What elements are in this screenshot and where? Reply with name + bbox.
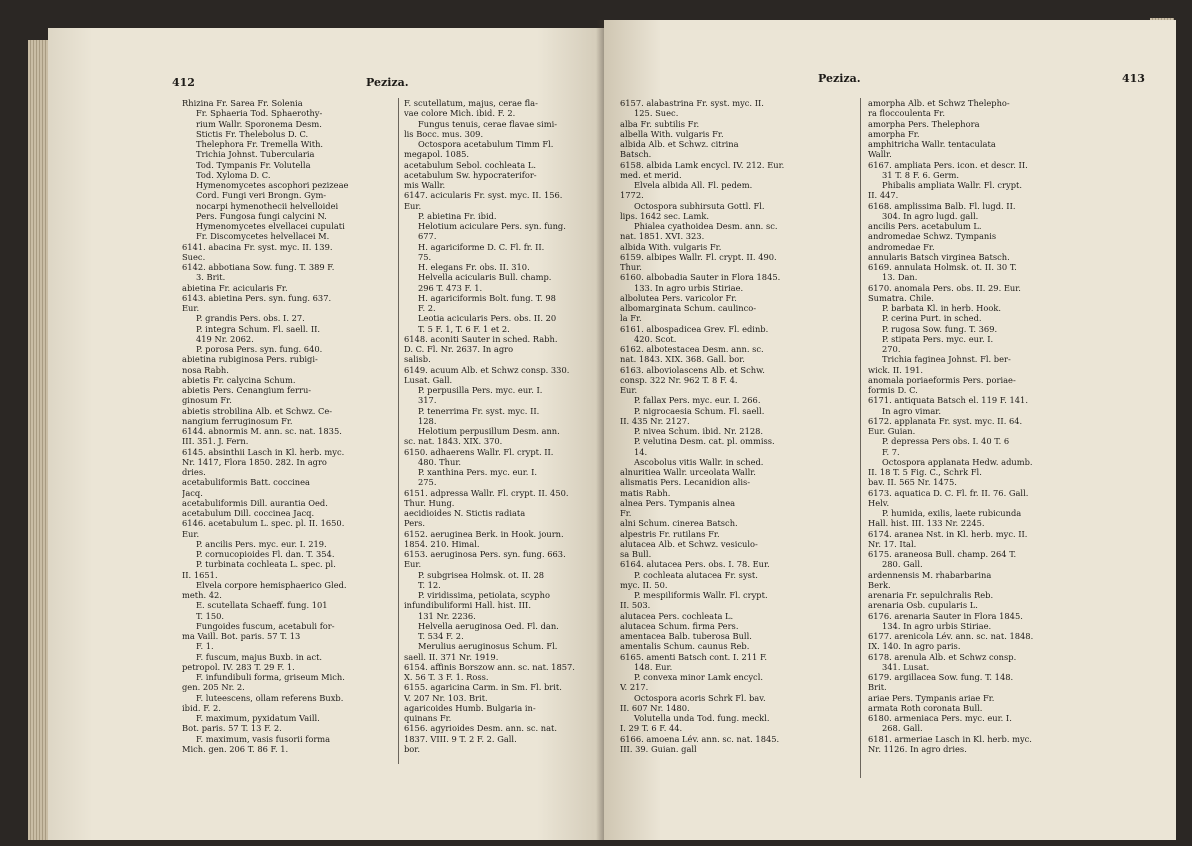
text-line: 317. [418, 395, 437, 406]
text-line: P. depressa Pers obs. I. 40 T. 6 [882, 436, 1010, 447]
text-line: 14. [634, 446, 648, 457]
text-line: 6150. adhaerens Wallr. Fl. crypt. II. [404, 446, 554, 457]
right-page [604, 20, 1176, 840]
text-line: 6145. absinthii Lasch in Kl. herb. myc. [182, 446, 345, 457]
text-line: 6176. arenaria Sauter in Flora 1845. [868, 610, 1023, 621]
text-line: acetabuliformis Dill. aurantia Oed. [182, 497, 328, 508]
text-line: Nr. 1126. In agro dries. [868, 743, 967, 754]
text-line: ra floccoulenta Fr. [868, 108, 945, 119]
text-line: 677. [418, 231, 437, 242]
text-line: 1772. [620, 190, 644, 201]
text-line: P. integra Schum. Fl. saell. II. [196, 323, 321, 334]
text-line: Nr. 1417, Flora 1850. 282. In agro [182, 456, 327, 467]
text-line: H. elegans Fr. obs. II. 310. [418, 262, 530, 272]
text-line: II. 607 Nr. 1480. [620, 702, 690, 713]
text-line: lis Bocc. mus. 309. [404, 128, 484, 139]
text-line: alutacea Schum. firma Pers. [620, 620, 739, 631]
text-line: armata Roth coronata Bull. [868, 702, 983, 713]
text-line: X. 56 T. 3 F. 1. Ross. [404, 672, 489, 682]
text-line: acetabulum Sebol. cochleata L. [404, 159, 536, 170]
text-line: P. abietina Fr. ibid. [418, 210, 497, 221]
text-line: lips. 1642 sec. Lamk. [620, 210, 709, 221]
text-line: sc. nat. 1843. XIX. 370. [404, 436, 503, 447]
text-line: ardennensis M. rhabarbarina [868, 569, 992, 580]
text-line: P. cornucopioides Fl. dan. T. 354. [196, 549, 335, 559]
text-line: Eur. [620, 385, 638, 395]
text-line: andromedae Schwz. Tympanis [868, 231, 997, 242]
text-line: albolutea Pers. varicolor Fr. [620, 292, 737, 303]
text-line: Elvela corpore hemisphaerico Gled. [196, 579, 347, 590]
text-line: V. 207 Nr. 103. Brit. [404, 692, 488, 703]
text-line: 6159. albipes Wallr. Fl. crypt. II. 490. [620, 251, 777, 262]
text-line: P. cochleata alutacea Fr. syst. [634, 569, 758, 580]
text-line: albida Alb. et Schwz. citrina [620, 139, 739, 149]
text-line: Leotia acicularis Pers. obs. II. 20 [418, 313, 557, 324]
text-line: sa Bull. [620, 549, 652, 559]
text-line: 75. [418, 251, 432, 262]
text-line: vae colore Mich. ibid. F. 2. [404, 108, 516, 119]
text-line: Brit. [868, 682, 887, 693]
text-line: alba Fr. subtilis Fr. [620, 118, 700, 129]
text-line: 6148. aconiti Sauter in sched. Rabh. [404, 333, 558, 344]
running-title: Peziza. [818, 72, 861, 85]
left-page [48, 28, 604, 840]
text-line: med. et merid. [620, 169, 682, 180]
text-line: I. 29 T. 6 F. 44. [620, 723, 683, 734]
text-line: Bot. paris. 57 T. 13 F. 2. [182, 723, 282, 734]
text-line: Fr. Discomycetes helvellacei M. [196, 231, 330, 242]
text-line: Tod. Xyloma D. C. [196, 169, 271, 180]
text-line: 6167. ampliata Pers. icon. et descr. II. [868, 159, 1028, 170]
text-line: ariae Pers. Tympanis ariae Fr. [868, 692, 995, 703]
text-line: P. fallax Pers. myc. eur. I. 266. [634, 395, 761, 406]
text-line: F. maximum, pyxidatum Vaill. [196, 713, 320, 723]
text-line: annularis Batsch virginea Batsch. [868, 251, 1010, 262]
text-line: P. stipata Pers. myc. eur. I. [882, 333, 994, 344]
text-line: Hall. hist. III. 133 Nr. 2245. [868, 518, 985, 529]
text-line: P. turbinata cochleata L. spec. pl. [196, 559, 336, 570]
text-line: consp. 322 Nr. 962 T. 8 F. 4. [620, 374, 738, 385]
column-rule [860, 98, 861, 778]
text-line: 6168. amplissima Balb. Fl. lugd. II. [868, 200, 1016, 211]
text-line: 6149. acuum Alb. et Schwz consp. 330. [404, 364, 570, 375]
text-line: 13. Dan. [882, 272, 918, 283]
text-line: 480. Thur. [418, 456, 462, 467]
text-line: 6175. araneosa Bull. champ. 264 T. [868, 549, 1017, 559]
text-line: Fr. Sphaeria Tod. Sphaerothy- [196, 108, 323, 119]
text-line: alpestris Fr. rutilans Fr. [620, 528, 720, 539]
text-line: P. velutina Desm. cat. pl. ommiss. [634, 436, 775, 447]
text-line: Thur. [620, 262, 642, 272]
text-line: Batsch. [620, 149, 652, 160]
text-line: P. perpusilla Pers. myc. eur. I. [418, 385, 543, 395]
text-line: IX. 140. In agro paris. [868, 641, 961, 652]
text-line: wick. II. 191. [868, 364, 924, 375]
text-line: T. 150. [196, 610, 225, 621]
text-line: quinans Fr. [404, 713, 452, 723]
page-number: 413 [1122, 72, 1145, 85]
text-line: Fungoides fuscum, acetabuli for- [196, 620, 335, 631]
text-line: agaricoides Humb. Bulgaria in- [404, 702, 536, 713]
text-line: II. 18 T. 5 Fig. C., Schrk Fl. [868, 467, 982, 477]
text-line: Mich. gen. 206 T. 86 F. 1. [182, 743, 289, 754]
text-line: F. maximum, vasis fusorii forma [196, 733, 331, 744]
text-line: alnuritiea Wallr. urceolata Wallr. [620, 467, 756, 477]
text-line: 6158. albida Lamk encycl. IV. 212. Eur. [620, 159, 785, 170]
text-line: dries. [182, 467, 206, 477]
text-line: 341. Lusat. [882, 661, 930, 672]
text-line: 6144. abnormis M. ann. sc. nat. 1835. [182, 426, 342, 436]
text-line: ginosum Fr. [182, 395, 232, 406]
text-line: bor. [404, 743, 420, 754]
text-line: nangium ferruginosum Fr. [182, 415, 293, 426]
column-rule [398, 98, 399, 764]
text-line: Trichia Johnst. Tubercularia [196, 149, 315, 160]
text-line: Helvella aeruginosa Oed. Fl. dan. [418, 620, 559, 631]
text-line: aecidioides N. Stictis radiata [404, 508, 526, 518]
text-line: Eur. [404, 559, 422, 570]
text-line: saell. II. 371 Nr. 1919. [404, 651, 499, 662]
text-line: gen. 205 Nr. 2. [182, 682, 245, 693]
text-line: alni Schum. cinerea Batsch. [620, 518, 738, 529]
text-line: II. 435 Nr. 2127. [620, 415, 690, 426]
text-line: 6152. aeruginea Berk. in Hook. journ. [404, 528, 564, 539]
text-line: salisb. [404, 354, 431, 365]
text-line: 6172. applanata Fr. syst. myc. II. 64. [868, 415, 1023, 426]
left-page-edges [28, 40, 50, 840]
text-line: Eur. [182, 528, 200, 539]
text-line: P. porosa Pers. syn. fung. 640. [196, 344, 323, 354]
text-line: Jacq. [182, 487, 203, 498]
text-line: 304. In agro lugd. gall. [882, 210, 979, 221]
text-line: 6143. abietina Pers. syn. fung. 637. [182, 292, 332, 303]
text-line: abietis Pers. Cenangium ferru- [182, 385, 312, 395]
text-line: 280. Gall. [882, 559, 923, 570]
text-line: 131 Nr. 2236. [418, 610, 476, 621]
text-line: Cord. Fungi veri Brongn. Gym- [196, 190, 327, 201]
text-line: F. 1. [196, 641, 214, 652]
text-line: albida With. vulgaris Fr. [620, 241, 722, 252]
text-line: nat. 1851. XVI. 323. [620, 231, 705, 242]
left-column-2 [404, 98, 600, 754]
text-line: P. cerina Purt. in sched. [882, 313, 982, 324]
text-line: 6180. armeniaca Pers. myc. eur. I. [868, 713, 1012, 723]
text-line: Helotium aciculare Pers. syn. fung. [418, 221, 566, 231]
text-line: alutacea Alb. et Schwz. vesiculo- [620, 538, 758, 549]
text-line: 6154. affinis Borszow ann. sc. nat. 1857. [404, 661, 575, 672]
text-line: P. tenerrima Fr. syst. myc. II. [418, 405, 540, 416]
text-line: 6162. albotestacea Desm. ann. sc. [620, 344, 764, 354]
text-line: D. C. Fl. Nr. 2637. In agro [404, 344, 514, 354]
text-line: Octospora applanata Hedw. adumb. [882, 456, 1033, 467]
text-line: alismatis Pers. Lecanidion alis- [620, 477, 751, 488]
text-line: Hymenomycetes ascophori pezizeae [196, 180, 349, 190]
text-line: H. agariciformis Bolt. fung. T. 98 [418, 292, 556, 303]
text-line: 1854. 210. Himal. [404, 538, 480, 549]
text-line: Octospora acoris Schrk Fl. bav. [634, 692, 766, 703]
text-line: P. convexa minor Lamk encycl. [634, 672, 763, 682]
text-line: amphitricha Wallr. tentaculata [868, 139, 996, 149]
text-line: alutacea Pers. cochleata L. [620, 610, 734, 621]
text-line: arenaria Fr. sepulchralis Reb. [868, 590, 994, 600]
text-line: Tod. Tympanis Fr. Volutella [196, 159, 311, 170]
right-column-1 [620, 98, 856, 754]
text-line: III. 39. Guian. gall [620, 743, 697, 754]
text-line: megapol. 1085. [404, 149, 470, 160]
text-line: Rhizina Fr. Sarea Fr. Solenia [182, 98, 303, 108]
text-line: Octospora subhirsuta Gottl. Fl. [634, 200, 765, 211]
text-line: Fungus tenuis, cerae flavae simi- [418, 118, 558, 129]
text-line: bav. II. 565 Nr. 1475. [868, 477, 957, 488]
text-line: P. viridissima, petiolata, scypho [418, 590, 550, 600]
text-line: 6164. alutacea Pers. obs. I. 78. Eur. [620, 559, 770, 570]
text-line: Helv. [868, 497, 890, 508]
text-line: 6166. amoena Lév. ann. sc. nat. 1845. [620, 733, 780, 744]
text-line: anomala poriaeformis Pers. poriae- [868, 374, 1016, 385]
text-line: 128. [418, 415, 437, 426]
text-line: Phialea cyathoidea Desm. ann. sc. [634, 221, 778, 231]
text-line: E. scutellata Schaeff. fung. 101 [196, 600, 328, 611]
text-line: V. 217. [620, 682, 649, 693]
text-line: Helotium perpusillum Desm. ann. [418, 426, 560, 436]
text-line: T. 12. [418, 579, 441, 590]
text-line: alnea Pers. Tympanis alnea [620, 497, 736, 508]
text-line: nat. 1843. XIX. 368. Gall. bor. [620, 354, 745, 365]
text-line: III. 351. J. Fern. [182, 436, 249, 447]
text-line: abietis strobilina Alb. et Schwz. Ce- [182, 405, 333, 416]
text-line: 6160. albobadia Sauter in Flora 1845. [620, 272, 781, 283]
text-line: amentacea Balb. tuberosa Bull. [620, 631, 752, 641]
text-line: F. luteescens, ollam referens Buxb. [196, 692, 344, 703]
text-line: 148. Eur. [634, 661, 673, 672]
text-line: II. 1651. [182, 569, 218, 580]
text-line: P. rugosa Sow. fung. T. 369. [882, 323, 998, 334]
text-line: Fr. [620, 508, 632, 518]
text-line: F. 2. [418, 303, 436, 313]
text-line: 420. Scot. [634, 333, 677, 344]
text-line: 6179. argillacea Sow. fung. T. 148. [868, 672, 1014, 682]
text-line: 268. Gall. [882, 723, 923, 734]
text-line: P. xanthina Pers. myc. eur. I. [418, 467, 537, 477]
text-line: P. grandis Pers. obs. I. 27. [196, 313, 305, 324]
text-line: II. 503. [620, 600, 651, 611]
text-line: Lusat. Gall. [404, 374, 453, 385]
text-line: Thelephora Fr. Tremella With. [196, 139, 324, 149]
text-line: T. 5 F. 1, T. 6 F. 1 et 2. [418, 323, 510, 334]
text-line: T. 534 F. 2. [418, 631, 464, 641]
text-line: acetabulum Sw. hypocraterifor- [404, 169, 537, 180]
text-line: amentalis Schum. caunus Reb. [620, 641, 750, 652]
text-line: P. ancilis Pers. myc. eur. I. 219. [196, 538, 327, 549]
text-line: nocarpi hymenothecii helvelloidei [196, 200, 339, 211]
text-line: 296 T. 473 F. 1. [418, 282, 483, 293]
text-line: In agro vimar. [882, 405, 941, 416]
text-line: acetabulum Dill. coccinea Jacq. [182, 508, 315, 518]
text-line: amorpha Pers. Thelephora [868, 118, 980, 129]
text-line: amorpha Fr. [868, 128, 920, 139]
text-line: Helvella acicularis Bull. champ. [418, 272, 552, 283]
text-line: rium Wallr. Sporonema Desm. [196, 118, 322, 129]
text-line: Ascobolus vitis Wallr. in sched. [634, 456, 764, 467]
text-line: meth. 42. [182, 590, 222, 600]
text-line: ma Vaill. Bot. paris. 57 T. 13 [182, 631, 301, 641]
text-line: 6157. alabastrina Fr. syst. myc. II. [620, 98, 764, 108]
text-line: P. mespiliformis Wallr. Fl. crypt. [634, 590, 768, 600]
text-line: 6161. albospadicea Grev. Fl. edinb. [620, 323, 769, 334]
text-line: 3. Brit. [196, 272, 226, 283]
text-line: Eur. [182, 303, 200, 313]
text-line: II. 447. [868, 190, 899, 201]
text-line: amorpha Alb. et Schwz Thelepho- [868, 98, 1010, 108]
text-line: Hymenomycetes elvellacei cupulati [196, 221, 345, 231]
text-line: 125. Suec. [634, 108, 679, 119]
text-line: Suec. [182, 251, 206, 262]
text-line: Trichia faginea Johnst. Fl. ber- [882, 354, 1011, 365]
text-line: 133. In agro urbis Stiriae. [634, 282, 744, 293]
text-line: 270. [882, 344, 901, 354]
text-line: F. 7. [882, 446, 900, 457]
text-line: 6171. antiquata Batsch el. 119 F. 141. [868, 395, 1028, 406]
text-line: Stictis Fr. Thelebolus D. C. [196, 128, 309, 139]
text-line: abietina rubiginosa Pers. rubigi- [182, 354, 318, 365]
text-line: arenaria Osb. cupularis L. [868, 600, 978, 611]
text-line: 419 Nr. 2062. [196, 333, 254, 344]
text-line: myc. II. 50. [620, 579, 668, 590]
left-column-1 [182, 98, 396, 754]
text-line: Eur. Guian. [868, 426, 916, 436]
text-line: Wallr. [868, 149, 892, 160]
text-line: 6141. abacina Fr. syst. myc. II. 139. [182, 241, 333, 252]
text-line: 275. [418, 477, 437, 488]
right-column-2 [868, 98, 1114, 754]
text-line: 6146. acetabulum L. spec. pl. II. 1650. [182, 518, 345, 529]
text-line: P. nivea Schum. ibid. Nr. 2128. [634, 426, 764, 436]
text-line: Nr. 17. Ital. [868, 538, 917, 549]
text-line: P. humida, exilis, laete rubicunda [882, 508, 1022, 518]
text-line: 6155. agaricina Carm. in Sm. Fl. brit. [404, 682, 562, 693]
text-line: 6174. aranea Nst. in Kl. herb. myc. II. [868, 528, 1028, 539]
text-line: 6151. adpressa Wallr. Fl. crypt. II. 450. [404, 487, 569, 498]
text-line: 6153. aeruginosa Pers. syn. fung. 663. [404, 549, 566, 559]
text-line: Volutella unda Tod. fung. meckl. [634, 713, 770, 723]
text-line: P. barbata Kl. in herb. Hook. [882, 303, 1002, 313]
text-line: 6147. acicularis Fr. syst. myc. II. 156. [404, 190, 563, 201]
text-line: andromedae Fr. [868, 241, 935, 252]
text-line: 6156. agyrioides Desm. ann. sc. nat. [404, 723, 558, 734]
text-line: infundibuliformi Hall. hist. III. [404, 600, 531, 611]
text-line: acetabuliformis Batt. coccinea [182, 477, 310, 488]
text-line: F. fuscum, majus Buxb. in act. [196, 651, 323, 662]
text-line: Pers. Fungosa fungi calycini N. [196, 210, 327, 221]
text-line: Pers. [404, 518, 425, 529]
text-line: formis D. C. [868, 385, 918, 395]
text-line: 6173. aquatica D. C. Fl. fr. II. 76. Gall. [868, 487, 1029, 498]
text-line: mis Wallr. [404, 180, 446, 190]
text-line: nosa Rabh. [182, 364, 229, 375]
text-line: 6169. annulata Holmsk. ot. II. 30 T. [868, 262, 1017, 272]
running-title: Peziza. [366, 76, 409, 89]
text-line: H. agariciforme D. C. Fl. fr. II. [418, 241, 545, 252]
text-line: abietis Fr. calycina Schum. [182, 374, 296, 385]
text-line: albomarginata Schum. caulinco- [620, 303, 757, 313]
text-line: 6178. arenula Alb. et Schwz consp. [868, 651, 1017, 662]
text-line: petropol. IV. 283 T. 29 F. 1. [182, 661, 295, 672]
text-line: 31 T. 8 F. 6. Germ. [882, 169, 960, 180]
text-line: la Fr. [620, 313, 642, 324]
text-line: P. nigrocaesia Schum. Fl. saell. [634, 405, 765, 416]
text-line: matis Rabh. [620, 487, 671, 498]
text-line: Sumatra. Chile. [868, 292, 934, 303]
page-number: 412 [172, 76, 195, 89]
text-line: Merulius aeruginosus Schum. Fl. [418, 641, 558, 652]
text-line: 6181. armeriae Lasch in Kl. herb. myc. [868, 733, 1032, 744]
text-line: 6165. amenti Batsch cont. I. 211 F. [620, 651, 768, 662]
text-line: Octospora acetabulum Timm Fl. [418, 139, 554, 149]
text-line: P. subgrisea Holmsk. ot. II. 28 [418, 569, 545, 580]
text-line: 1837. VIII. 9 T. 2 F. 2. Gall. [404, 733, 517, 744]
text-line: 6142. abbotiana Sow. fung. T. 389 F. [182, 262, 335, 272]
text-line: F. infundibuli forma, griseum Mich. [196, 672, 345, 682]
text-line: Thur. Hung. [404, 497, 455, 508]
text-line: abietina Fr. acicularis Fr. [182, 282, 288, 293]
text-line: Berk. [868, 579, 891, 590]
text-line: ancilis Pers. acetabulum L. [868, 221, 982, 231]
text-line: 6170. anomala Pers. obs. II. 29. Eur. [868, 282, 1021, 293]
text-line: Phibalis ampliata Wallr. Fl. crypt. [882, 180, 1022, 190]
text-line: 6177. arenicola Lév. ann. sc. nat. 1848. [868, 631, 1034, 641]
text-line: ibid. F. 2. [182, 702, 221, 713]
text-line: F. scutellatum, majus, cerae fla- [404, 98, 538, 108]
text-line: albella With. vulgaris Fr. [620, 128, 724, 139]
text-line: 6163. alboviolascens Alb. et Schw. [620, 364, 765, 375]
text-line: 134. In agro urbis Stiriae. [882, 620, 992, 631]
text-line: Elvela albida All. Fl. pedem. [634, 180, 753, 190]
text-line: Eur. [404, 200, 422, 211]
